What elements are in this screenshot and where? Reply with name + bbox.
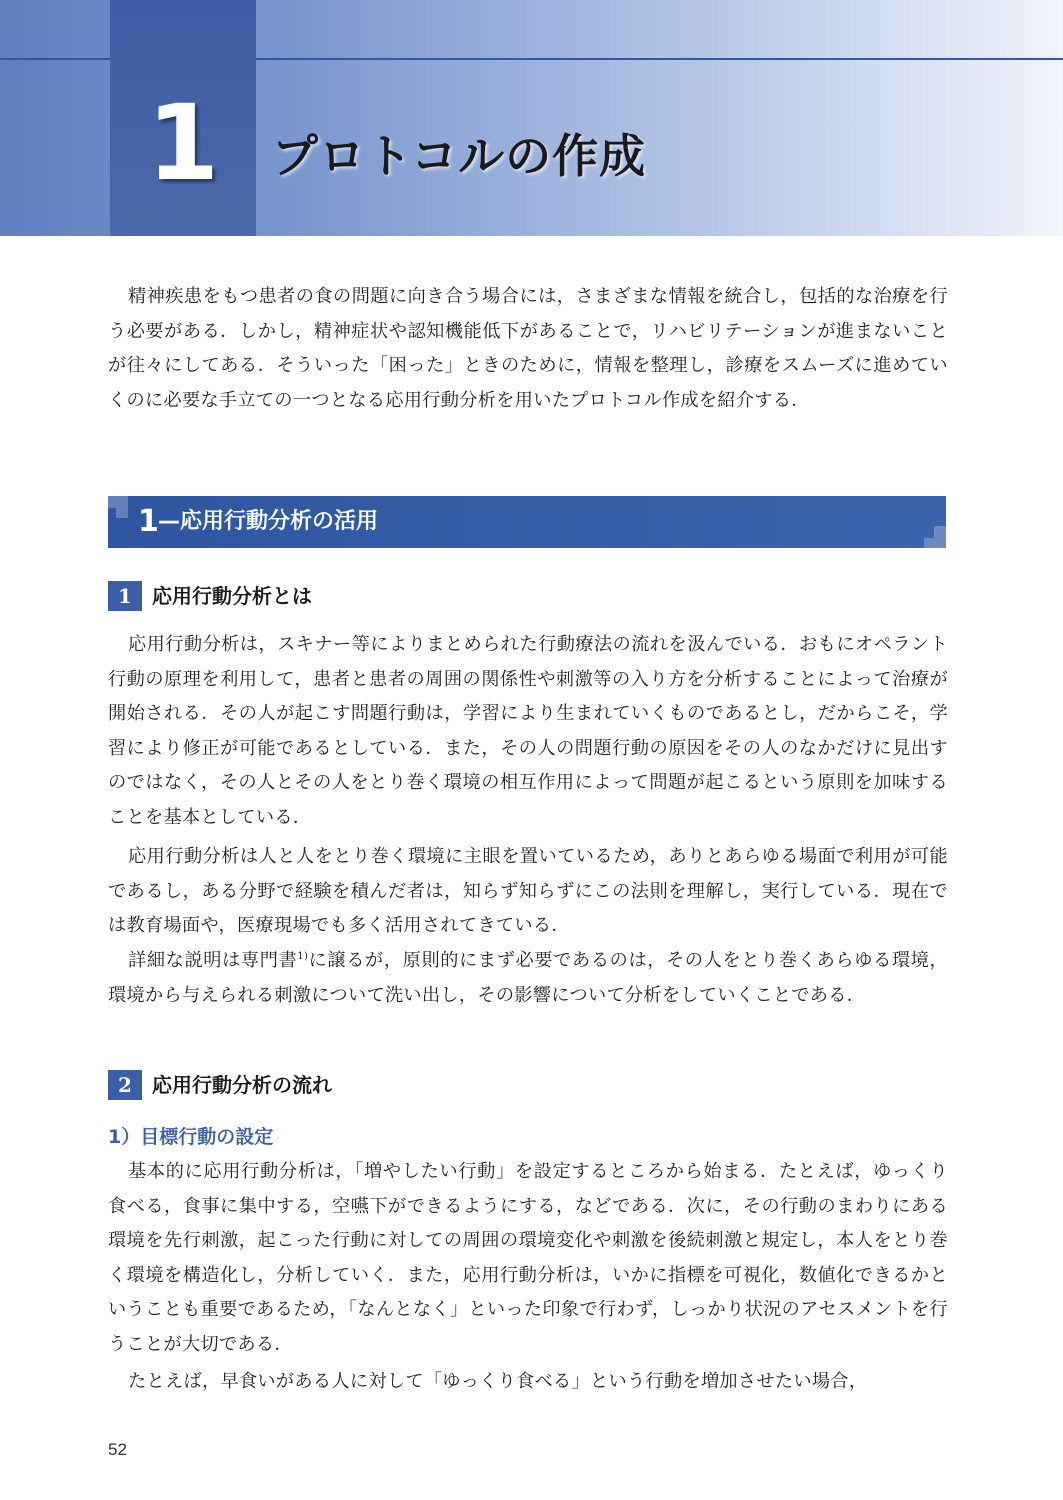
item-heading: 1）目標行動の設定: [108, 1126, 274, 1148]
body-paragraph: [108, 944, 948, 1013]
section-bar-decoration: [108, 496, 128, 508]
body-paragraph: 基本的に応用行動分析は，「増やしたい行動」を設定するところから始まる．たとえば，ゆっくり食べる，食事に集中する，空嚥下ができるようにする，などである．次に，その行動のまわりにある環境を先行刺激，起こった行動に対しての周囲の環境変化や刺激を後続刺激と規定し，本人をとり巻く環境を構造化し，分析していく．また，応用行動分析は，いかに指標を可視化，数値化できるかということも重要であるため，「なんとなく」といった印象で行わず，しっかり状況のアセスメントを行うことが大切である．: [108, 1161, 948, 1355]
section-heading-bar: [108, 496, 946, 548]
body-text: 詳細な説明は専門書: [128, 950, 298, 971]
body-paragraph: 応用行動分析は人と人をとり巻く環境に主眼を置いているため，ありとあらゆる場面で利用が可能であるし，ある分野で経験を積んだ者は，知らず知らずにこの法則を理解し，実行している．現在では教育場面や，医療現場でも多く活用されてきている．: [108, 846, 948, 936]
section-title: —応用行動分析の活用: [158, 509, 379, 534]
body-text: に譲るが，原則的にまず必要であるのは，その人をとり巻くあらゆる環境，環境から与えられる刺激について洗い出し，その影響について分析をしていくことである．: [108, 950, 949, 1006]
body-paragraph: 応用行動分析は，スキナー等によりまとめられた行動療法の流れを汲んでいる．おもにオペラント行動の原理を利用して，患者と患者の周囲の関係性や刺激等の入り方を分析することによって治療が開始される．その人が起こす問題行動は，学習により生まれていくものであるとし，だからこそ，学習により修正が可能であるとしている．また，その人の問題行動の原因をその人のなかだけに見出すのではなく，その人とその人をとり巻く環境の相互作用によって問題が起こるという原則を加味することを基本としている．: [108, 634, 948, 828]
section-bar-decoration: [116, 508, 128, 518]
subheading-title: 応用行動分析とは: [152, 584, 312, 608]
chapter-banner: [0, 0, 1063, 236]
section-bar-decoration: [934, 526, 946, 538]
chapter-number: 1: [146, 82, 220, 204]
intro-paragraph: 精神疾患をもつ患者の食の問題に向き合う場合には，さまざまな情報を統合し，包括的な治療を行う必要がある．しかし，精神症状や認知機能低下があることで，リハビリテーションが進まないことが往々にしてある．そういった「困った」ときのために，情報を整理し，診療をスムーズに進めていくのに必要な手立ての一つとなる応用行動分析を用いたプロトコル作成を紹介する．: [108, 286, 948, 411]
body-paragraph: たとえば，早食いがある人に対して「ゆっくり食べる」という行動を増加させたい場合，: [128, 1371, 868, 1392]
subheading-number: 2: [108, 1070, 142, 1100]
chapter-title: プロトコルの作成: [272, 129, 647, 183]
page-number: 52: [108, 1440, 127, 1459]
subheading-title: 応用行動分析の流れ: [152, 1073, 332, 1097]
section-bar-decoration: [924, 538, 946, 548]
reference-marker: 1): [297, 951, 309, 962]
section-number: 1: [138, 504, 159, 539]
subheading-number: 1: [108, 581, 142, 611]
